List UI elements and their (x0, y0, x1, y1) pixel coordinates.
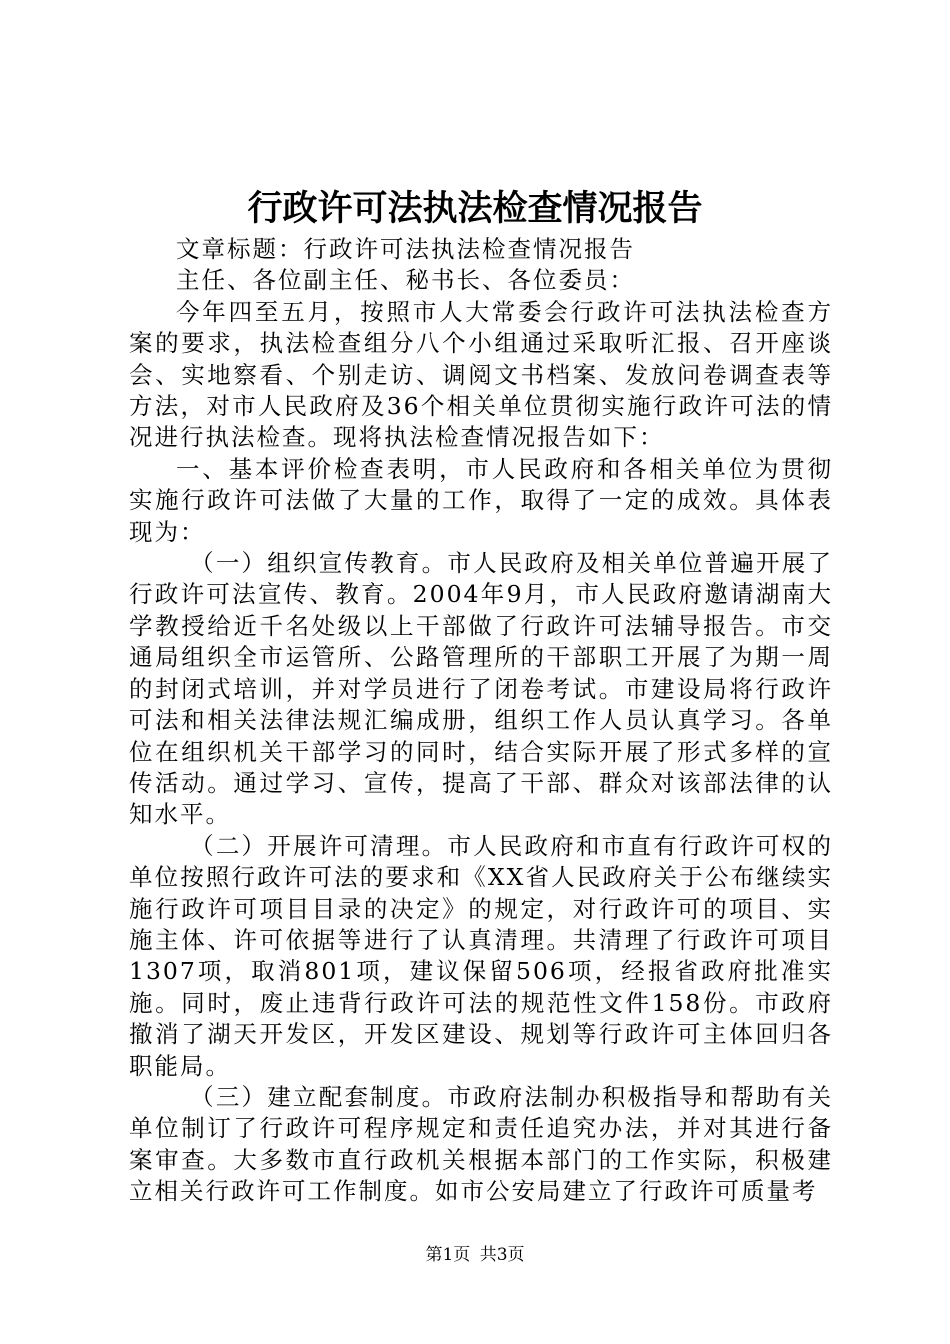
page-number: 第1页 (425, 1245, 471, 1265)
subsection-two-paragraph: （二）开展许可清理。市人民政府和市直有行政许可权的单位按照行政许可法的要求和《XX省人民政府关于公布继续实施行政许可项目目录的决定》的规定，对行政许可的项目、实施主体、许可依据等进行了认真清理。共清理了行政许可项目1307项，取消801项，建议保留506项，经报省政府批准实施。同时，废止违背行政许可法的规范性文件158份。市政府撤消了湖天开发区，开发区建设、规划等行政许可主体回归各职能局。 (129, 831, 833, 1080)
page-total: 共3页 (479, 1245, 525, 1265)
subsection-one-paragraph: （一）组织宣传教育。市人民政府及相关单位普遍开展了行政许可法宣传、教育。2004年9月，市人民政府邀请湖南大学教授给近千名处级以上干部做了行政许可法辅导报告。市交通局组织全市运管所、公路管理所的干部职工开展了为期一周的封闭式培训，并对学员进行了闭卷考试。市建设局将行政许可法和相关法律法规汇编成册，组织工作人员认真学习。各单位在组织机关干部学习的同时，结合实际开展了形式多样的宣传活动。通过学习、宣传，提高了干部、群众对该部法律的认知水平。 (129, 549, 833, 829)
section-one-paragraph: 一、基本评价检查表明，市人民政府和各相关单位为贯彻实施行政许可法做了大量的工作，取得了一定的成效。具体表现为： (129, 454, 833, 546)
document-body (129, 234, 833, 1208)
subsection-three-paragraph: （三）建立配套制度。市政府法制办积极指导和帮助有关单位制订了行政许可程序规定和责任追究办法，并对其进行备案审查。大多数市直行政机关根据本部门的工作实际，积极建立相关行政许可工作制度。如市公安局建立了行政许可质量考 (129, 1082, 833, 1206)
salutation-line: 主任、各位副主任、秘书长、各位委员： (176, 266, 635, 295)
article-title-line: 文章标题：行政许可法执法检查情况报告 (176, 235, 635, 263)
intro-paragraph: 今年四至五月，按照市人大常委会行政许可法执法检查方案的要求，执法检查组分八个小组通过采取听汇报、召开座谈会、实地察看、个别走访、调阅文书档案、发放问卷调查表等方法，对市人民政府及36个相关单位贯彻实施行政许可法的情况进行执法检查。现将执法检查情况报告如下： (129, 297, 833, 452)
document-title: 行政许可法执法检查情况报告 (247, 188, 703, 229)
page-footer (0, 1244, 950, 1266)
